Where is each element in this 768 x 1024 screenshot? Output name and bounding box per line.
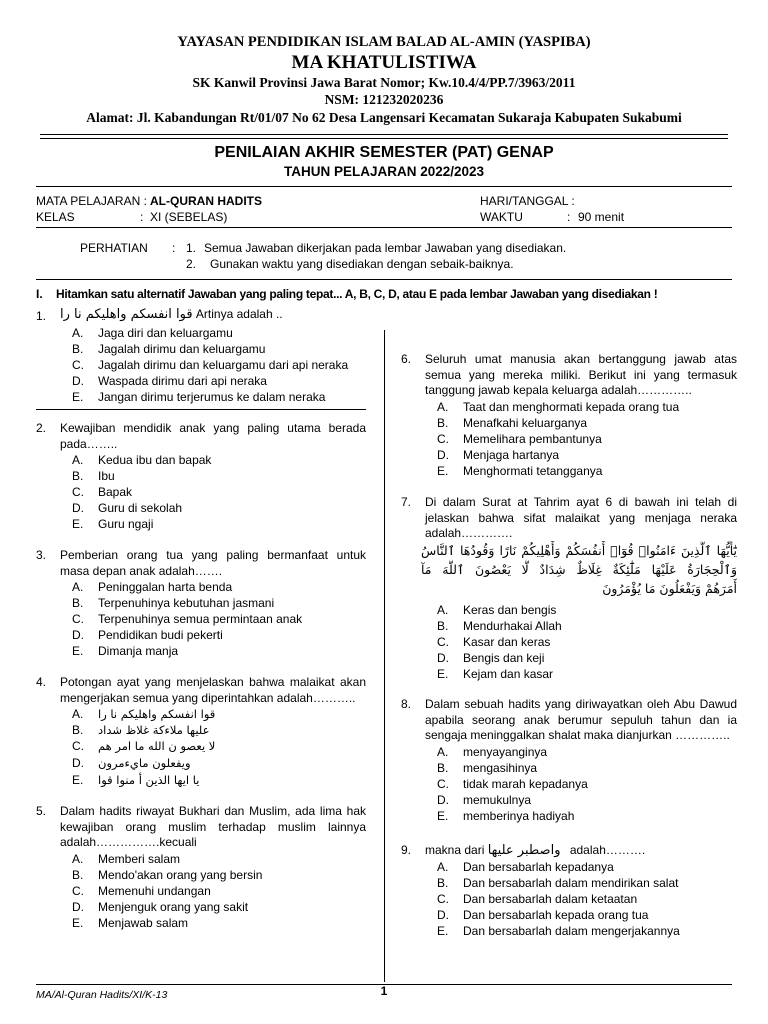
question-text: Pemberian orang tua yang paling bermanfaat untuk masa depan anak adalah…….	[60, 548, 366, 578]
question-number: 2.	[36, 421, 47, 435]
exam-year: TAHUN PELAJARAN 2022/2023	[283, 164, 485, 179]
question-number: 4.	[36, 675, 47, 689]
class-colon: :	[140, 210, 144, 224]
question-divider	[36, 409, 366, 410]
page-number: 1	[380, 984, 388, 998]
title-rule	[36, 186, 732, 187]
time-label: WAKTU	[480, 210, 523, 224]
question-stem	[60, 307, 360, 323]
question-number: 1.	[36, 309, 47, 323]
verse-line: وَٱلْحِجَارَةُ عَلَيْهَا مَلَٰٓئِكَةٌ غِلَاظٌ شِدَادٌ لَّا يَعْصُونَ ٱللَّهَ مَآ	[421, 562, 737, 577]
question-3: 3. Pemberian orang tua yang paling bermanfaat untuk masa depan anak adalah……. A. Peninggalan harta benda B. Terpenuhinya kebutuhan jasmani C. Terpenuhinya semua permintaan anak D. Pendidikan budi pekerti E. Dimanja manja	[36, 548, 366, 658]
question-text: Artinya adalah ..	[195, 307, 283, 321]
arabic-phrase: قوا انفسكم واهليكم نا را	[60, 307, 193, 322]
subject-label: MATA PELAJARAN :	[36, 194, 147, 208]
class-label: KELAS	[36, 210, 75, 224]
date-label: HARI/TANGGAL :	[480, 194, 575, 208]
question-number: 6.	[401, 352, 412, 366]
question-5: 5. Dalam hadits riwayat Bukhari dan Muslim, ada lima hak kewajiban orang muslim terhadap muslim lainnya adalah…………….kecuali A. Memberi salam B. Mendo'akan orang yang bersin C. Memenuhi undangan D. Menjenguk orang yang sakit E. Menjawab salam	[36, 804, 366, 930]
question-4: 4. Potongan ayat yang menjelaskan bahwa malaikat akan mengerjakan semua yang diperintahkan adalah……….. A. قوا انفسكم واهليكم نا را B. عليها ملاءكة غلاظ شداد C. لا يعصو ن الله ما امر هم D. ويفعلون مايءمرون E. يا ايها الذين أ منوا قوا	[36, 675, 366, 787]
question-text: Seluruh umat manusia akan bertanggung jawab atas semua yang mereka miliki. Berikut ini yang termasuk tanggung jawab kepala keluarga adalah…………..	[425, 352, 737, 398]
question-9: 9. makna dari واصطبر عليها adalah………. A. Dan bersabarlah kepadanya B. Dan bersabarlah dalam mendirikan salat C. Dan bersabarlah dalam ketaatan D. Dan bersabarlah kepada orang tua E. Dan bersabarlah dalam mengerjakannya	[401, 843, 737, 943]
attention-label: PERHATIAN	[80, 241, 148, 255]
attention-item-1-num: 1.	[186, 241, 197, 255]
question-stem	[425, 843, 737, 859]
attention-item-1: Semua Jawaban dikerjakan pada lembar Jawaban yang disediakan.	[204, 241, 567, 255]
section-number: I.	[36, 287, 43, 301]
attention-item-2: Gunakan waktu yang disediakan dengan sebaik-baiknya.	[210, 257, 514, 271]
school-address: Alamat: Jl. Kabandungan Rt/01/07 No 62 Desa Langensari Kecamatan Sukaraja Kabupaten Sukabumi	[86, 110, 682, 125]
arabic-phrase: واصطبر عليها	[487, 843, 561, 858]
question-number: 3.	[36, 548, 47, 562]
class-value: XI (SEBELAS)	[150, 210, 228, 224]
question-text: adalah……….	[569, 843, 646, 857]
question-text: Kewajiban mendidik anak yang paling utama berada pada……..	[60, 421, 366, 451]
question-number: 7.	[401, 495, 412, 509]
question-6: 6. Seluruh umat manusia akan bertanggung jawab atas semua yang mereka miliki. Berikut ini yang termasuk tanggung jawab kepala keluarga adalah………….. A. Taat dan menghormati kepada orang tua B. Menafkahi keluarganya C. Memelihara pembantunya D. Menjaga hartanya E. Menghormati tetangganya	[401, 352, 737, 478]
attention-item-2-num: 2.	[186, 257, 197, 271]
section-instruction: Hitamkan satu alternatif Jawaban yang paling tepat... A, B, C, D, atau E pada lembar Jawaban yang disediakan !	[56, 287, 658, 301]
nsm-number: NSM: 121232020236	[324, 92, 444, 107]
question-number: 8.	[401, 697, 412, 711]
header-rule-thin	[40, 138, 728, 139]
question-text: makna dari	[425, 843, 485, 857]
question-1: 1. قوا انفسكم واهليكم نا را Artinya adalah .. A. Jaga diri dan keluargamu B. Jagalah dirimu dan keluargamu C. Jagalah dirimu dan keluargamu dari api neraka D. Waspada dirimu dari api neraka E. Jangan dirimu terjerumus ke dalam neraka	[36, 309, 366, 409]
verse-line: يَٰٓأَيُّهَا ٱلَّذِينَ ءَامَنُوا۟ قُوٓا۟ أَنفُسَكُمْ وَأَهْلِيكُمْ نَارًا وَقُودُهَا ٱلنَّاسُ	[421, 543, 737, 558]
question-2: 2. Kewajiban mendidik anak yang paling utama berada pada…….. A. Kedua ibu dan bapak B. Ibu C. Bapak D. Guru di sekolah E. Guru ngaji	[36, 421, 366, 531]
header-rule	[40, 134, 728, 135]
column-divider	[384, 330, 385, 982]
attention-rule	[36, 279, 732, 280]
question-7: 7. Di dalam Surat at Tahrim ayat 6 di bawah ini telah di jelaskan bahwa sifat malaikat yang menjaga neraka adalah…………. يَٰٓأَيُّهَا ٱلَّذِينَ ءَامَنُوا۟ قُوٓا۟ أَنفُسَكُمْ وَأَهْلِيكُمْ نَارًا وَقُودُهَا ٱلنَّاسُ وَٱلْحِجَارَةُ عَلَيْهَا مَلَٰٓئِكَةٌ غِلَاظٌ شِدَادٌ لَّا يَعْصُونَ ٱللَّهَ مَآ أَمَرَهُمْ وَيَفْعَلُونَ مَا يُؤْمَرُونَ A. Keras dan bengis B. Mendurhakai Allah C. Kasar dan keras D. Bengis dan keji E. Kejam dan kasar	[401, 495, 737, 681]
sk-number: SK Kanwil Provinsi Jawa Barat Nomor; Kw.10.4/4/PP.7/3963/2011	[192, 75, 576, 90]
question-text: Dalam sebuah hadits yang diriwayatkan oleh Abu Dawud apabila seorang anak berumur sepuluh tahun dan ia sengaja meninggalkan shalat maka dianjurkan …………..	[425, 697, 737, 743]
meta-rule	[36, 227, 732, 228]
foundation-name: YAYASAN PENDIDIKAN ISLAM BALAD AL-AMIN (YASPIBA)	[177, 34, 591, 50]
document-code: MA/Al-Quran Hadits/XI/K-13	[36, 989, 168, 1001]
question-8: 8. Dalam sebuah hadits yang diriwayatkan oleh Abu Dawud apabila seorang anak berumur sepuluh tahun dan ia sengaja meninggalkan shalat maka dianjurkan ………….. A. menyayanginya B. mengasihinya C. tidak marah kepadanya D. memukulnya E. memberinya hadiyah	[401, 697, 737, 823]
attention-colon: :	[172, 241, 176, 255]
question-text: Dalam hadits riwayat Bukhari dan Muslim, ada lima hak kewajiban orang muslim terhadap muslim lainnya adalah…………….kecuali	[60, 804, 366, 850]
question-text: Potongan ayat yang menjelaskan bahwa malaikat akan mengerjakan semua yang diperintahkan adalah………..	[60, 675, 366, 705]
time-value: 90 menit	[578, 210, 625, 224]
question-text: Di dalam Surat at Tahrim ayat 6 di bawah ini telah di jelaskan bahwa sifat malaikat yang menjaga neraka adalah………….	[425, 495, 737, 541]
school-name: MA KHATULISTIWA	[291, 52, 477, 73]
exam-title: PENILAIAN AKHIR SEMESTER (PAT) GENAP	[214, 144, 554, 161]
question-number: 9.	[401, 843, 412, 857]
verse-line: أَمَرَهُمْ وَيَفْعَلُونَ مَا يُؤْمَرُونَ	[602, 581, 737, 596]
quran-verse	[421, 541, 737, 598]
subject-value: AL-QURAN HADITS	[150, 194, 262, 208]
question-number: 5.	[36, 804, 47, 818]
time-colon: :	[567, 210, 571, 224]
